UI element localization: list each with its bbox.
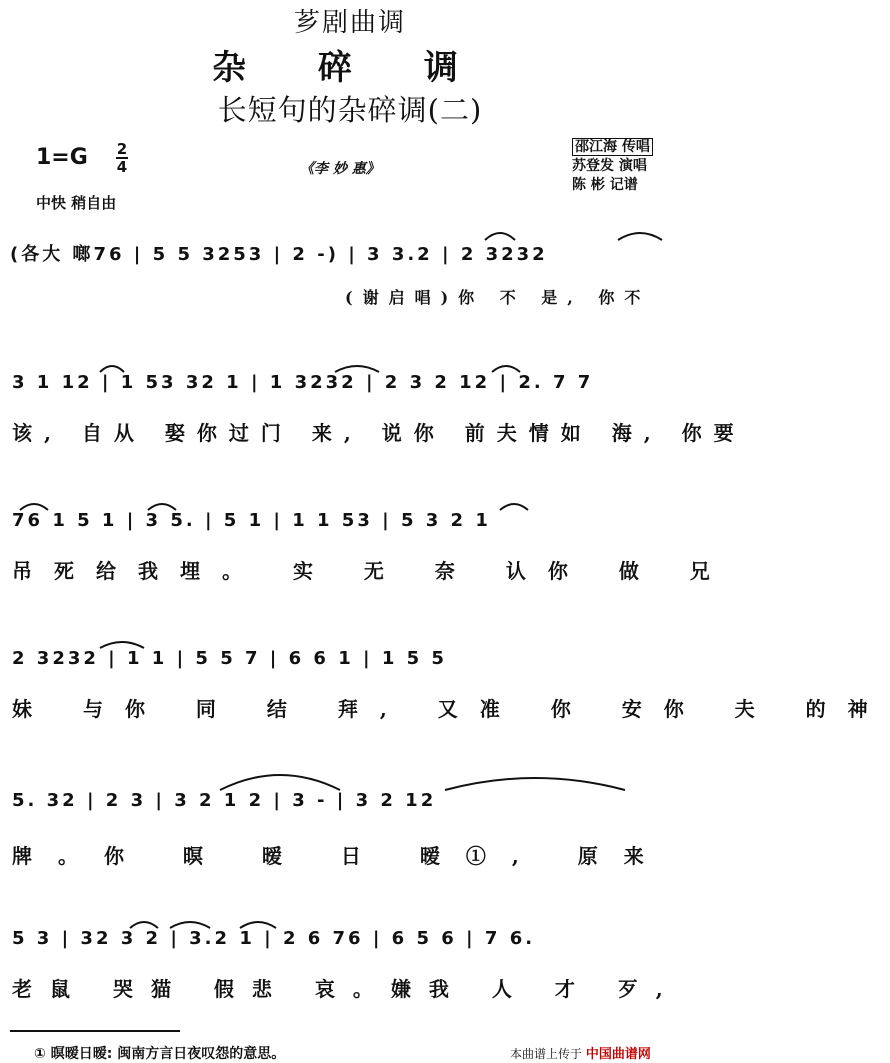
- lyric-line-4: 妹 与你 同 结 拜, 又准 你 安你 夫 的神: [12, 697, 890, 721]
- footnote-divider: [10, 1030, 180, 1032]
- credit-transmitted: 邵江海 传唱: [572, 138, 653, 157]
- watermark: [510, 1043, 651, 1062]
- song-subtitle: 长短句的杂碎调(二): [217, 93, 483, 127]
- notation-line-5: 5. 32 | 2 3 | 3 2 1 2 | 3 - | 3 2 12: [12, 790, 437, 811]
- opera-name: 《李 妙 惠》: [300, 161, 380, 177]
- song-title: 杂 碎 调: [212, 48, 488, 88]
- lyric-line-6: 老鼠 哭猫 假悲 哀。嫌我 人 才 歹,: [12, 977, 681, 1001]
- lyric-line-1: (谢启唱)你 不 是, 你不: [345, 288, 651, 307]
- notation-line-3: 76 1 5 1 | 3 5. | 5 1 | 1 1 53 | 5 3 2 1: [12, 510, 491, 531]
- tempo-marking: 中快 稍自由: [36, 194, 117, 212]
- credit-notation: 陈 彬 记谱: [572, 177, 638, 193]
- time-signature-top: 2: [116, 140, 128, 158]
- notation-line-4: 2 3232 | 1 1 | 5 5 7 | 6 6 1 | 1 5 5: [12, 648, 447, 669]
- genre-title: 芗剧曲调: [293, 8, 406, 38]
- footnote: ① 暝暧日暧: 闽南方言日夜叹怨的意思。: [34, 1046, 286, 1062]
- notation-line-6: 5 3 | 32 3 2 | 3.2 1 | 2 6 76 | 6 5 6 | 7 6.: [12, 928, 536, 949]
- lyric-line-5: 牌。你 暝 暧 日 暧①, 原来: [12, 844, 670, 868]
- watermark-brand: 中国曲谱网: [585, 1047, 651, 1062]
- notation-line-2: 3 1 12 | 1 53 32 1 | 1 3232 | 2 3 2 12 | 2. 7 7: [12, 372, 594, 393]
- key-signature: 1=G: [36, 145, 88, 170]
- lyric-line-3: 吊死给我埋。 实 无 奈 认你 做 兄: [12, 559, 732, 583]
- watermark-prefix: 本曲谱上传于: [510, 1047, 583, 1061]
- time-signature-bottom: 4: [116, 158, 128, 176]
- notation-line-1: (各大 啷76 | 5 5 3253 | 2 -) | 3 3.2 | 2 3232: [10, 244, 548, 265]
- credit-performer: 苏登发 演唱: [572, 158, 647, 174]
- lyric-line-2: 该, 自从 娶你过门 来, 说你 前夫情如 海, 你要: [12, 421, 746, 445]
